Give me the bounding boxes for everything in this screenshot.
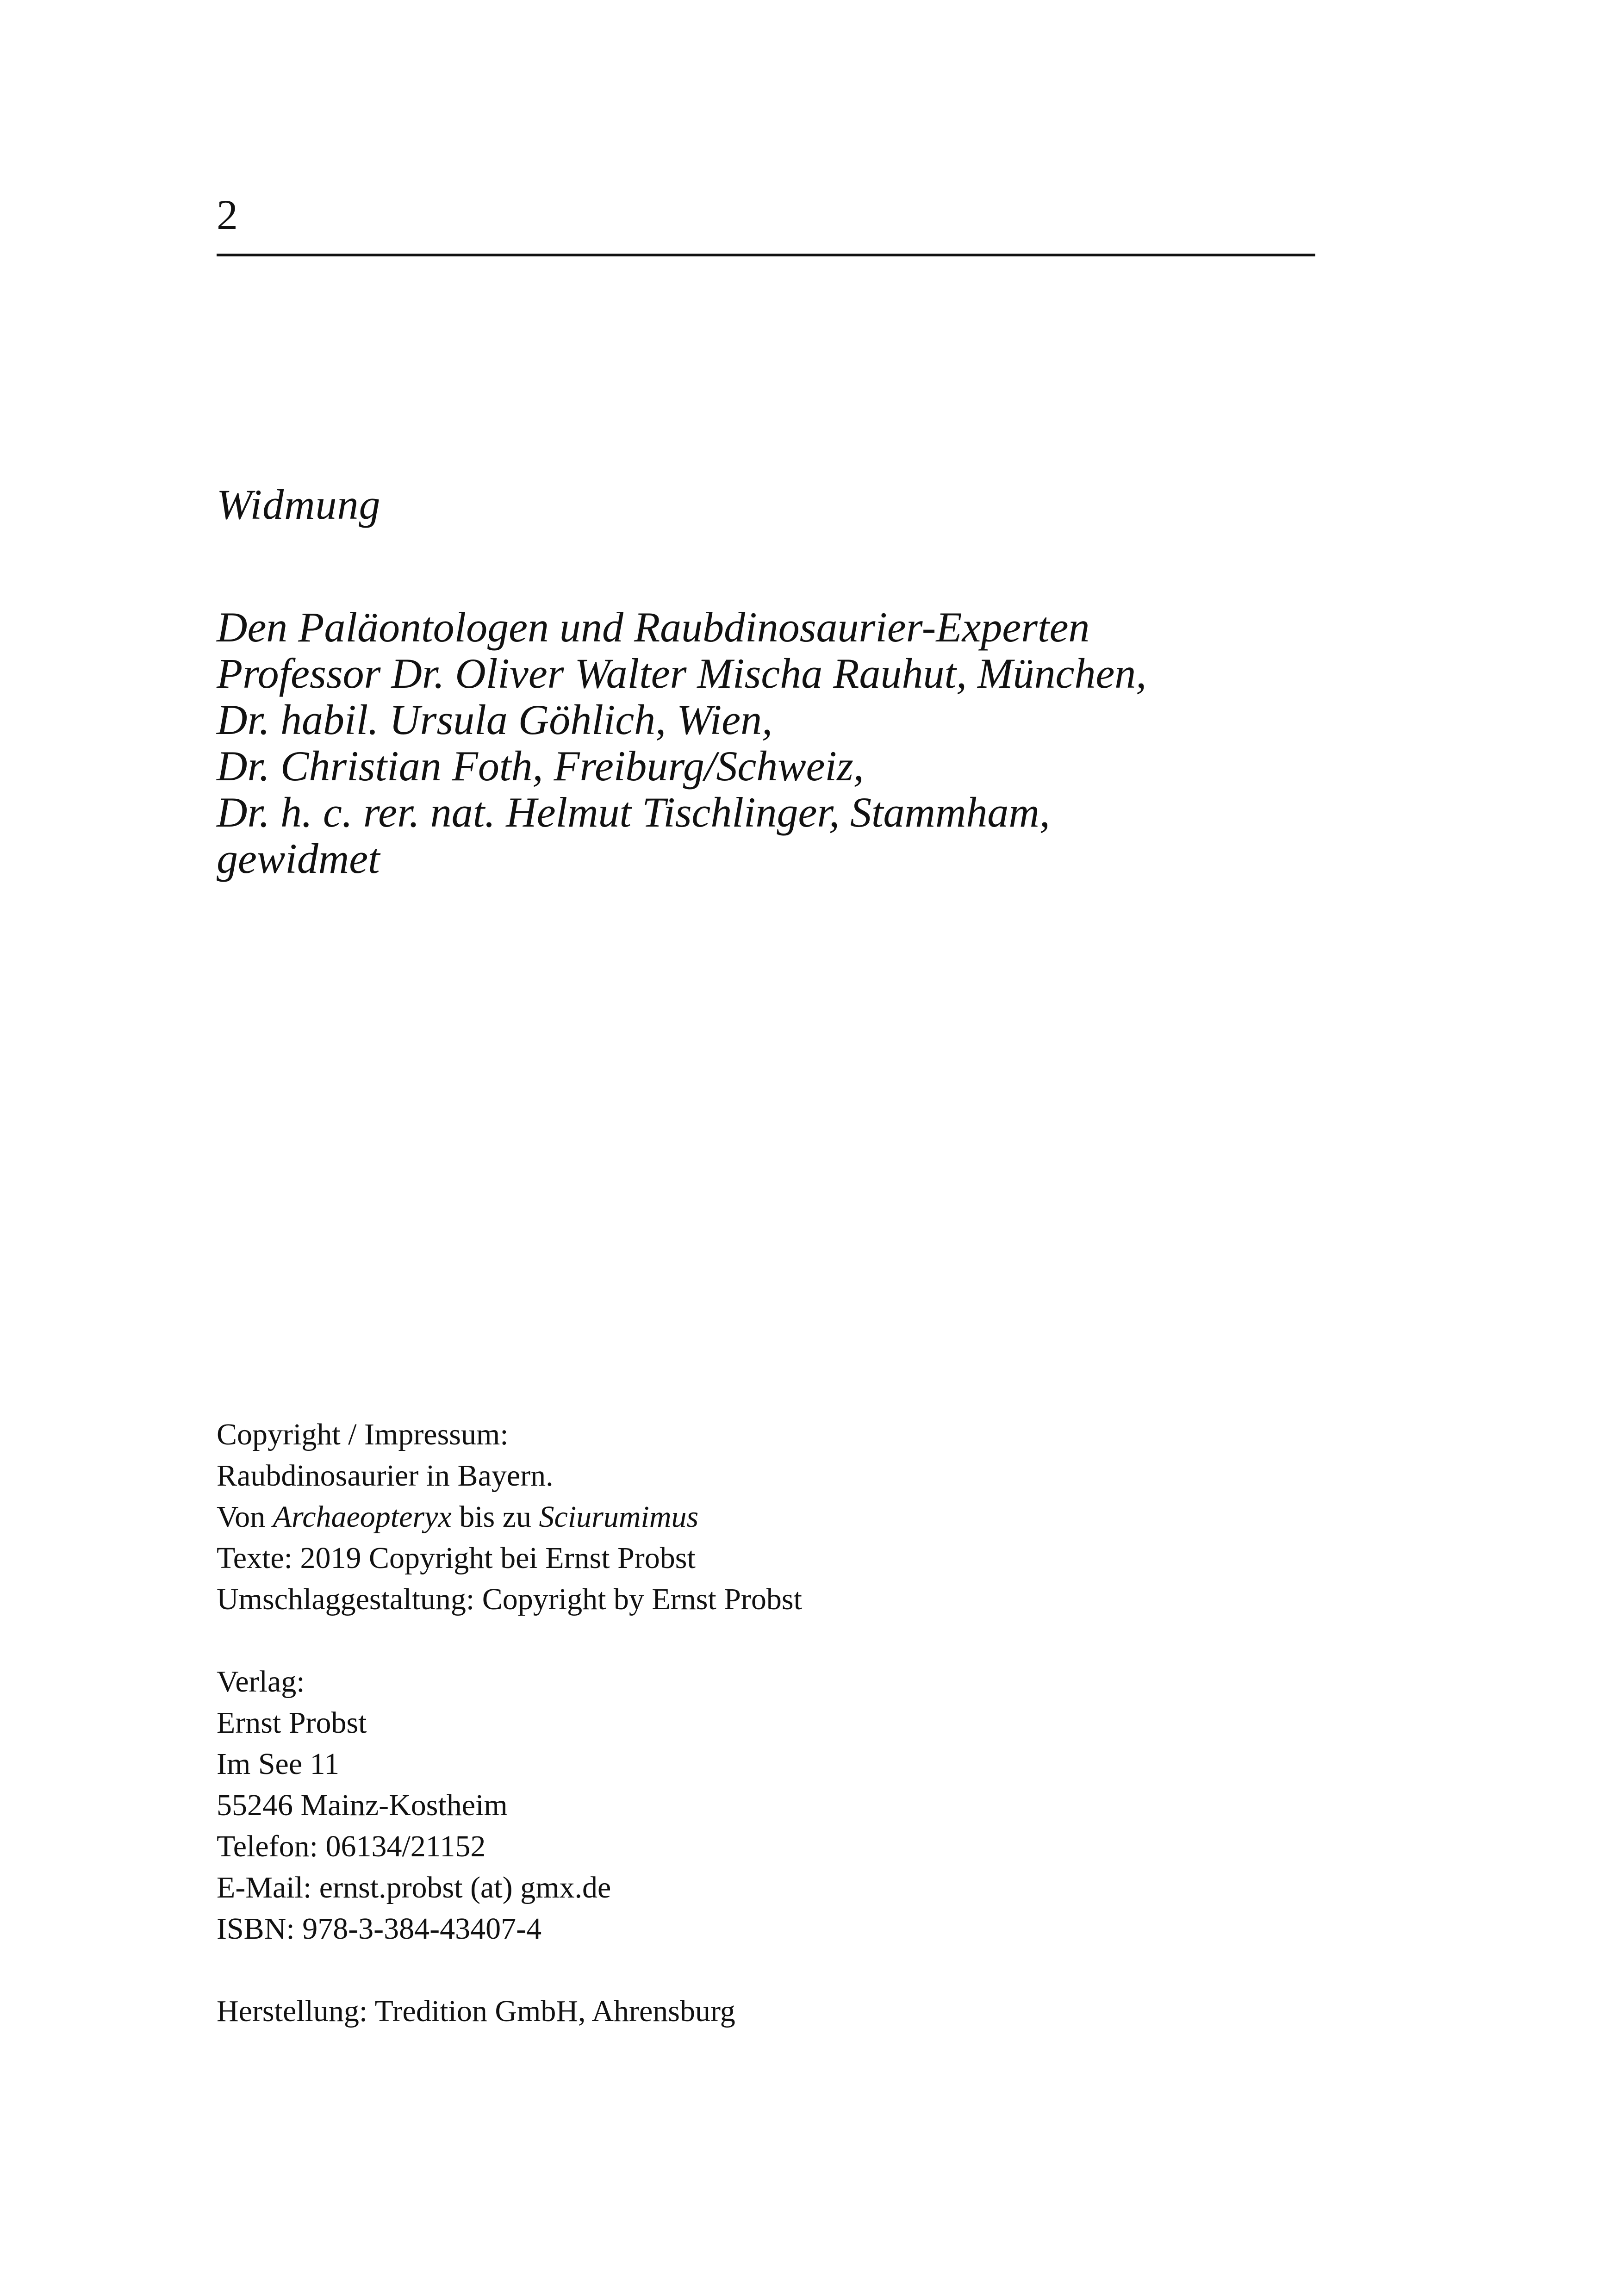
texts-copyright: Texte: 2019 Copyright bei Ernst Probst xyxy=(217,1541,696,1575)
subtitle-prefix: Von xyxy=(217,1500,273,1534)
publisher-email: E-Mail: ernst.probst (at) gmx.de xyxy=(217,1871,611,1904)
publisher-street: Im See 11 xyxy=(217,1747,340,1781)
publisher-city: 55246 Mainz-Kostheim xyxy=(217,1788,508,1822)
subtitle-middle: bis zu xyxy=(451,1500,539,1534)
imprint-heading: Copyright / Impressum: xyxy=(217,1418,509,1451)
dedication-line: Professor Dr. Oliver Walter Mischa Rauhut, München, xyxy=(217,650,1147,697)
book-subtitle xyxy=(217,1496,802,1537)
dedication-line: gewidmet xyxy=(217,835,380,882)
header-rule xyxy=(217,254,1315,256)
book-title: Raubdinosaurier in Bayern. xyxy=(217,1459,554,1493)
page-number: 2 xyxy=(217,191,238,238)
dedication-title: Widmung xyxy=(217,481,381,528)
isbn: ISBN: 978-3-384-43407-4 xyxy=(217,1912,542,1946)
dedication-line: Dr. h. c. rer. nat. Helmut Tischlinger, Stammham, xyxy=(217,789,1050,836)
dedication-line: Dr. habil. Ursula Göhlich, Wien, xyxy=(217,696,773,743)
spacer xyxy=(217,1949,802,1991)
publisher-name: Ernst Probst xyxy=(217,1706,367,1740)
publisher-phone: Telefon: 06134/21152 xyxy=(217,1829,486,1863)
imprint-section xyxy=(217,1414,802,2032)
dedication-line: Dr. Christian Foth, Freiburg/Schweiz, xyxy=(217,742,864,790)
publisher-label: Verlag: xyxy=(217,1665,305,1699)
dedication-section xyxy=(217,481,1146,882)
spacer xyxy=(217,1620,802,1661)
subtitle-genus-archaeopteryx: Archaeopteryx xyxy=(273,1500,452,1534)
production-credit: Herstellung: Tredition GmbH, Ahrensburg xyxy=(217,1994,735,2028)
subtitle-genus-sciurumimus: Sciurumimus xyxy=(539,1500,699,1534)
dedication-line: Den Paläontologen und Raubdinosaurier-Experten xyxy=(217,604,1090,651)
dedication-text xyxy=(217,604,1146,882)
cover-copyright: Umschlaggestaltung: Copyright by Ernst Probst xyxy=(217,1582,802,1616)
